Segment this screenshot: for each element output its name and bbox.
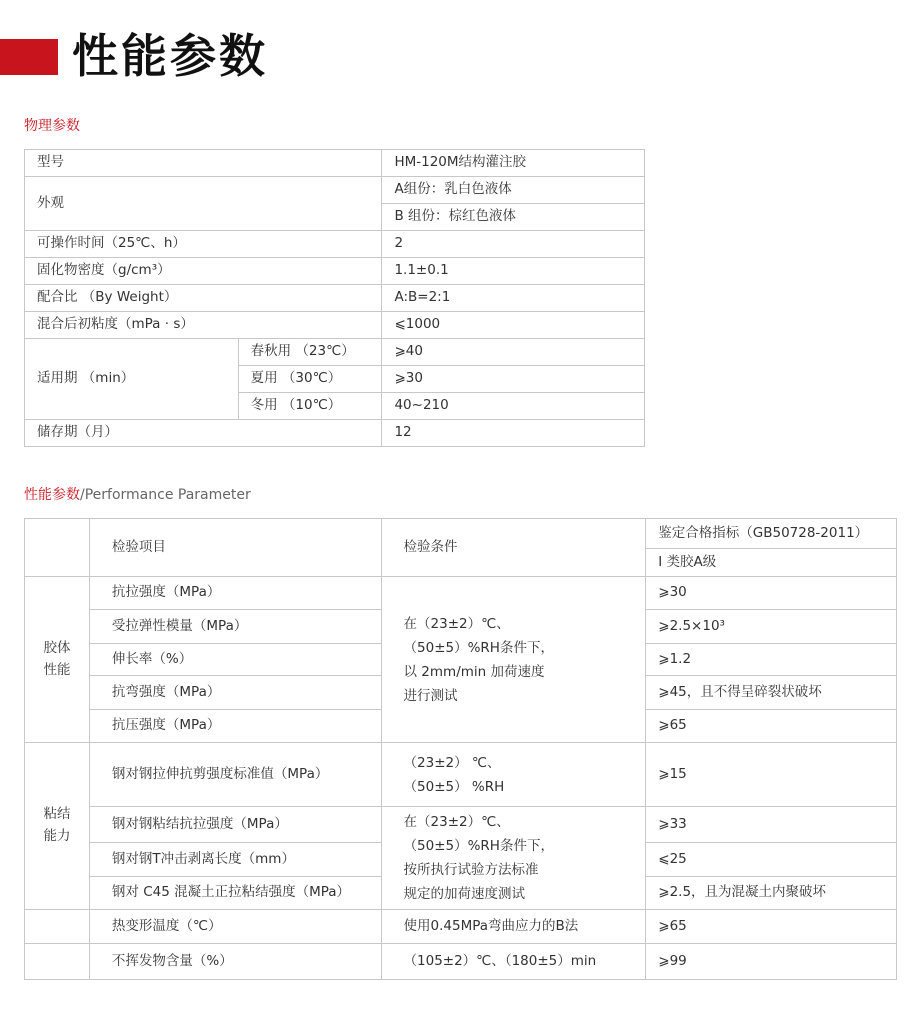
- table-row: [25, 807, 897, 843]
- potlife-value: ⩾40: [382, 339, 645, 366]
- page-title: 性能参数: [72, 29, 268, 83]
- table-row: [25, 944, 897, 980]
- test-item: 受拉弹性模量（MPa）: [89, 610, 381, 644]
- appearance-label: 外观: [25, 177, 382, 231]
- test-condition: 在（23±2）℃、 （50±5）%RH条件下， 以 2mm/min 加荷速度 进行测试: [381, 577, 646, 743]
- test-condition: （105±2）℃、（180±5）min: [381, 944, 646, 980]
- test-item: 伸长率（%）: [89, 644, 381, 676]
- ratio-label: 配合比 （By Weight）: [25, 285, 382, 312]
- ratio-value: A:B=2:1: [382, 285, 645, 312]
- appearance-a: A组份：乳白色液体: [382, 177, 645, 204]
- potlife-season: 夏用 （30℃）: [238, 366, 382, 393]
- storage-label: 储存期（月）: [25, 420, 382, 447]
- test-value: ⩾2.5×10³: [646, 610, 897, 644]
- empty-group-cell: [25, 910, 90, 944]
- model-label: 型号: [25, 150, 382, 177]
- title-accent-bar: [0, 39, 58, 75]
- header-condition: 检验条件: [381, 519, 646, 577]
- header-index: 鉴定合格指标（GB50728-2011）: [646, 519, 897, 549]
- density-label: 固化物密度（g/cm³）: [25, 258, 382, 285]
- section-physical-heading: 物理参数: [24, 118, 80, 134]
- test-value: ⩾65: [646, 910, 897, 944]
- test-item: 抗弯强度（MPa）: [89, 676, 381, 710]
- operable-value: 2: [382, 231, 645, 258]
- table-row: [25, 312, 645, 339]
- test-value: ⩾65: [646, 710, 897, 743]
- table-row: [25, 150, 645, 177]
- table-row: [25, 743, 897, 807]
- header-empty-cell: [25, 519, 90, 577]
- test-value: ⩾33: [646, 807, 897, 843]
- test-item: 钢对 C45 混凝土正拉粘结强度（MPa）: [89, 877, 381, 910]
- appearance-b: B 组份：棕红色液体: [382, 204, 645, 231]
- test-item: 钢对钢拉伸抗剪强度标准值（MPa）: [89, 743, 381, 807]
- physical-parameters-table: [24, 149, 645, 447]
- section-performance-en: /Performance Parameter: [80, 487, 251, 503]
- test-value: ⩾1.2: [646, 644, 897, 676]
- test-item: 钢对钢T冲击剥离长度（mm）: [89, 843, 381, 877]
- test-value: ⩾99: [646, 944, 897, 980]
- test-condition: 在（23±2）℃、 （50±5）%RH条件下， 按所执行试验方法标准 规定的加荷速度测试: [381, 807, 646, 910]
- empty-group-cell: [25, 944, 90, 980]
- table-row: [25, 420, 645, 447]
- table-row: [25, 339, 645, 366]
- section-performance-heading: [24, 484, 251, 504]
- density-value: 1.1±0.1: [382, 258, 645, 285]
- potlife-value: ⩾30: [382, 366, 645, 393]
- test-item: 热变形温度（℃）: [89, 910, 381, 944]
- header-item: 检验项目: [89, 519, 381, 577]
- table-row: [25, 231, 645, 258]
- test-condition: （23±2） ℃、 （50±5） %RH: [381, 743, 646, 807]
- test-item: 抗压强度（MPa）: [89, 710, 381, 743]
- test-condition: 使用0.45MPa弯曲应力的B法: [381, 910, 646, 944]
- group-colloid-label: 胶体 性能: [25, 577, 90, 743]
- test-value: ⩾15: [646, 743, 897, 807]
- table-row: [25, 285, 645, 312]
- table-row: [25, 577, 897, 610]
- section-performance-cn: 性能参数: [24, 487, 80, 503]
- viscosity-value: ⩽1000: [382, 312, 645, 339]
- potlife-value: 40~210: [382, 393, 645, 420]
- test-value: ⩾30: [646, 577, 897, 610]
- test-item: 钢对钢粘结抗拉强度（MPa）: [89, 807, 381, 843]
- header-grade: Ⅰ 类胶A级: [646, 549, 897, 577]
- test-value: ⩽25: [646, 843, 897, 877]
- group-bonding-label: 粘结 能力: [25, 743, 90, 910]
- viscosity-label: 混合后初粘度（mPa · s）: [25, 312, 382, 339]
- table-row: [25, 258, 645, 285]
- test-item: 抗拉强度（MPa）: [89, 577, 381, 610]
- potlife-season: 春秋用 （23℃）: [238, 339, 382, 366]
- test-value: ⩾45，且不得呈碎裂状破坏: [646, 676, 897, 710]
- storage-value: 12: [382, 420, 645, 447]
- performance-parameters-table: [24, 518, 897, 980]
- table-row: [25, 177, 645, 204]
- test-value: ⩾2.5，且为混凝土内聚破坏: [646, 877, 897, 910]
- potlife-season: 冬用 （10℃）: [238, 393, 382, 420]
- test-item: 不挥发物含量（%）: [89, 944, 381, 980]
- model-value: HM-120M结构灌注胶: [382, 150, 645, 177]
- operable-label: 可操作时间（25℃、h）: [25, 231, 382, 258]
- table-row: [25, 910, 897, 944]
- potlife-label: 适用期 （min）: [25, 339, 239, 420]
- table-row: [25, 519, 897, 549]
